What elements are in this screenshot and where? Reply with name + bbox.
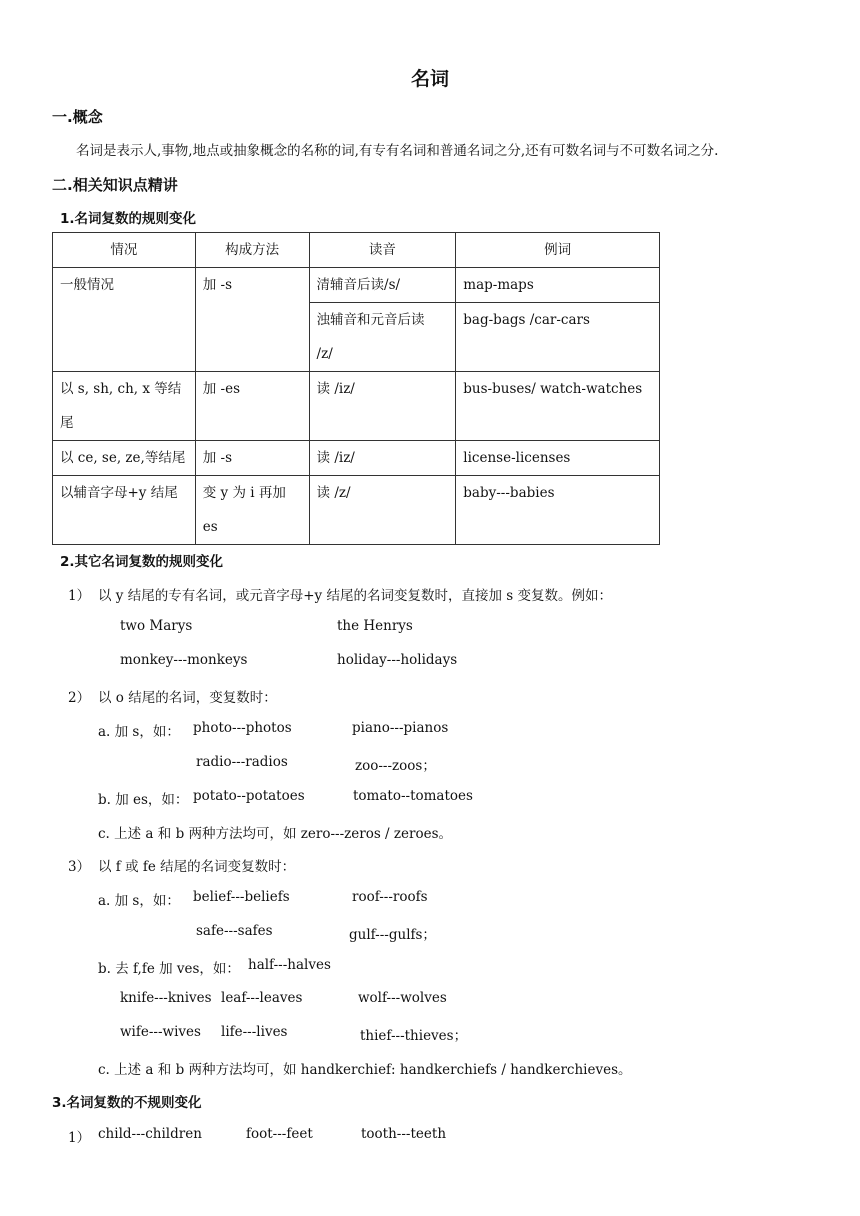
- example-word: wolf---wolves: [358, 990, 447, 1006]
- cell-text: bus-buses/ watch-watches: [463, 381, 643, 397]
- table-cell: [309, 441, 456, 476]
- table-cell: [309, 268, 456, 303]
- sub-item-label: b. 加 es，如：: [98, 792, 189, 808]
- example-word: potato--potatoes: [193, 788, 305, 804]
- table-cell: [53, 268, 196, 372]
- subheading-regular-plural: 1.名词复数的规则变化: [60, 211, 197, 227]
- table-cell: [309, 372, 456, 441]
- example-word: roof---roofs: [352, 889, 428, 905]
- table-header-cell: 构成方法: [195, 233, 309, 268]
- example-word: life---lives: [221, 1024, 288, 1040]
- table-cell: [195, 476, 309, 545]
- example-word: tooth---teeth: [361, 1126, 447, 1142]
- table-row: [53, 476, 660, 545]
- cell-text: bag-bags /car-cars: [463, 312, 590, 328]
- sub-item-label: a. 加 s，如：: [98, 893, 180, 909]
- table-cell: [53, 372, 196, 441]
- cell-text: 以 ce, se, ze,等结尾: [60, 450, 186, 466]
- table-cell: [309, 303, 456, 372]
- example-word: wife---wives: [120, 1024, 201, 1040]
- cell-text: 浊辅音和元音后读: [316, 312, 425, 328]
- cell-text: license-licenses: [463, 450, 571, 466]
- list-number: 3）: [68, 859, 91, 875]
- cell-text: 以辅音字母+y 结尾: [60, 485, 178, 501]
- sub-item-text: c. 上述 a 和 b 两种方法均可，如 zero---zeros / zeroes。: [98, 826, 452, 842]
- sub-item-text: c. 上述 a 和 b 两种方法均可，如 handkerchief: handkerchiefs / handkerchieves。: [98, 1062, 632, 1078]
- table-row: [53, 268, 660, 303]
- example-word: piano---pianos: [352, 720, 449, 736]
- table-cell: [195, 441, 309, 476]
- table-cell: [456, 303, 660, 372]
- cell-text: baby---babies: [463, 485, 555, 501]
- list-item-text: 以 o 结尾的名词，变复数时：: [98, 690, 277, 706]
- cell-text: 变 y 为 i 再加: [202, 485, 286, 501]
- table-cell: [53, 441, 196, 476]
- example-word: the Henrys: [337, 618, 413, 634]
- example-word: child---children: [98, 1126, 202, 1142]
- example-word: zoo---zoos；: [355, 758, 436, 774]
- example-word: foot---feet: [246, 1126, 313, 1142]
- table-cell: [309, 476, 456, 545]
- sub-item-label: b. 去 f,fe 加 ves，如：: [98, 961, 240, 977]
- table-header-cell: 读音: [309, 233, 456, 268]
- table-cell: [195, 372, 309, 441]
- section-heading-knowledge: 二.相关知识点精讲: [52, 176, 178, 194]
- cell-text: es: [202, 519, 218, 535]
- table-cell: [456, 372, 660, 441]
- concept-paragraph: 名词是表示人,事物,地点或抽象概念的名称的词,有专有名词和普通名词之分,还有可数名词与不可数名词之分.: [76, 143, 719, 159]
- sub-item-label: a. 加 s，如：: [98, 724, 180, 740]
- example-word: safe---safes: [196, 923, 273, 939]
- example-word: gulf---gulfs；: [349, 927, 436, 943]
- example-word: photo---photos: [193, 720, 292, 736]
- page-title: 名词: [410, 68, 449, 90]
- cell-text: 加 -es: [202, 381, 241, 397]
- table-cell: [456, 441, 660, 476]
- plural-rules-table: [52, 232, 660, 545]
- cell-text: 以 s, sh, ch, x 等结: [60, 381, 182, 397]
- cell-text: 读 /iz/: [316, 381, 355, 397]
- example-word: tomato--tomatoes: [353, 788, 473, 804]
- table-header-cell: 情况: [53, 233, 196, 268]
- example-word: thief---thieves；: [360, 1028, 468, 1044]
- example-word: leaf---leaves: [221, 990, 303, 1006]
- cell-text: 加 -s: [202, 450, 233, 466]
- list-item-text: 以 y 结尾的专有名词，或元音字母+y 结尾的名词变复数时，直接加 s 变复数。例如：: [98, 588, 612, 604]
- table-row: [53, 441, 660, 476]
- list-number: 1）: [68, 1130, 91, 1146]
- example-word: radio---radios: [196, 754, 288, 770]
- cell-text: /z/: [316, 346, 333, 362]
- table-cell: [456, 268, 660, 303]
- example-word: holiday---holidays: [337, 652, 458, 668]
- cell-text: 清辅音后读/s/: [316, 277, 401, 293]
- list-number: 2）: [68, 690, 91, 706]
- cell-text: 一般情况: [60, 277, 114, 293]
- table-cell: [456, 476, 660, 545]
- cell-text: 加 -s: [202, 277, 233, 293]
- list-number: 1）: [68, 588, 91, 604]
- table-cell: [195, 268, 309, 372]
- table-header-cell: 例词: [456, 233, 660, 268]
- example-word: knife---knives: [120, 990, 212, 1006]
- example-word: two Marys: [120, 618, 193, 634]
- subheading-other-plural: 2.其它名词复数的规则变化: [60, 554, 224, 570]
- example-word: belief---beliefs: [193, 889, 290, 905]
- subheading-irregular-plural: 3.名词复数的不规则变化: [52, 1095, 202, 1111]
- table-cell: [53, 476, 196, 545]
- section-heading-concept: 一.概念: [52, 108, 103, 126]
- example-word: monkey---monkeys: [120, 652, 248, 668]
- cell-text: 尾: [60, 415, 74, 431]
- cell-text: 读 /iz/: [316, 450, 355, 466]
- table-header-row: [53, 233, 660, 268]
- cell-text: 读 /z/: [316, 485, 351, 501]
- cell-text: map-maps: [463, 277, 534, 293]
- table-row: [53, 372, 660, 441]
- example-word: half---halves: [248, 957, 331, 973]
- list-item-text: 以 f 或 fe 结尾的名词变复数时：: [98, 859, 296, 875]
